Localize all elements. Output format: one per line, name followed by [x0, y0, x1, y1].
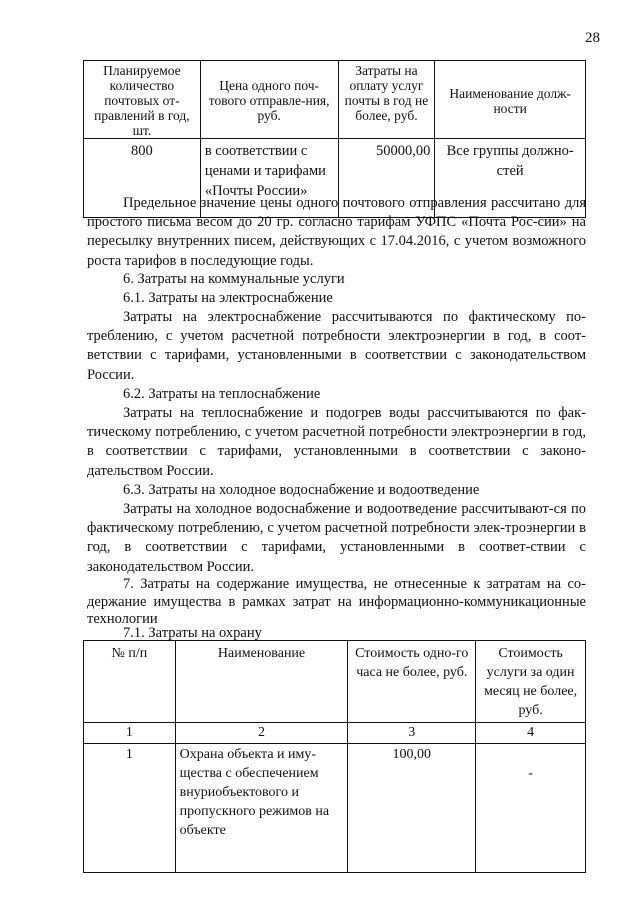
- header-number: № п/п: [84, 641, 176, 723]
- col-number-4: 4: [476, 723, 586, 744]
- cell-service-name: Охрана объекта и иму-щества с обеспечением внуриобъектового и пропускного режимов на объекте: [175, 744, 348, 873]
- header-hour-cost: Стоимость одно-го часа не более, руб.: [348, 641, 476, 723]
- col-number-2: 2: [175, 723, 348, 744]
- security-costs-table: [83, 640, 586, 873]
- header-annual-cost: Затраты на оплату услуг почты в год не более, руб.: [338, 61, 435, 139]
- header-month-cost: Стоимость услуги за один месяц не более, руб.: [476, 641, 586, 723]
- column-numbers-row: [84, 723, 586, 744]
- heading-utilities: 6. Затраты на коммунальные услуги: [123, 271, 345, 287]
- col-number-3: 3: [348, 723, 476, 744]
- col-number-1: 1: [84, 723, 176, 744]
- page-number: 28: [585, 30, 600, 46]
- table-row: [84, 744, 586, 873]
- paragraph-heating: Затраты на теплоснабжение и подогрев воды рассчитываются по фак-тическому потреблению, с учетом расчетной потребности электроэнергии в год, в соответствии с тарифами, установленными в соответствии с законо-дательством России.: [87, 405, 586, 479]
- header-position: Наименование долж-ности: [435, 61, 586, 139]
- heading-electricity: 6.1. Затраты на электроснабжение: [123, 290, 333, 306]
- heading-heating: 6.2. Затраты на теплоснабжение: [123, 386, 321, 402]
- cell-number: 1: [84, 744, 176, 873]
- cell-month-cost: -: [476, 744, 586, 873]
- header-price: Цена одного поч-тового отправле-ния, руб.: [200, 61, 338, 139]
- cell-cost: 50000,00: [338, 139, 435, 218]
- cell-quantity: 800: [84, 139, 201, 218]
- cell-hour-cost: 100,00: [348, 744, 476, 873]
- paragraph-postal-limit: Предельное значение цены одного почтового отправления рассчитано для простого письма весом до 20 гр. согласно тарифам УФПС «Почта Рос-сии» на пересылку внутренних писем, действующих с 17.04.2016, с учетом возможного роста тарифов в последующие годы.: [87, 195, 586, 269]
- heading-water: 6.3. Затраты на холодное водоснабжение и водоотведение: [123, 482, 480, 498]
- postal-costs-header-row: [84, 61, 586, 139]
- heading-security: 7.1. Затраты на охрану: [123, 625, 262, 641]
- header-name: Наименование: [175, 641, 348, 723]
- header-planned-quantity: Планируемое количество почтовых от-правлений в год, шт.: [84, 61, 201, 139]
- paragraph-water: Затраты на холодное водоснабжение и водоотведение рассчитывают-ся по фактическому потреблению, с учетом расчетной потребности элек-троэнергии в год, в соответствии с тарифами, установленными в соответ-ствии с законодательством России.: [87, 501, 586, 575]
- heading-property-maintenance: 7. Затраты на содержание имущества, не отнесенные к затратам на со-держание имущества в рамках затрат на информационно-коммуникационные технологии: [87, 576, 586, 627]
- paragraph-electricity: Затраты на электроснабжение рассчитываются по фактическому по-треблению, с учетом расчетной потребности электроэнергии в год, в соот-ветствии с тарифами, установленными в соответствии с законодательством России.: [87, 309, 586, 383]
- cell-position: Все группы должно-стей: [435, 139, 586, 218]
- cell-price: в соответствии с ценами и тарифами «Почты России»: [200, 139, 338, 218]
- security-header-row: [84, 641, 586, 723]
